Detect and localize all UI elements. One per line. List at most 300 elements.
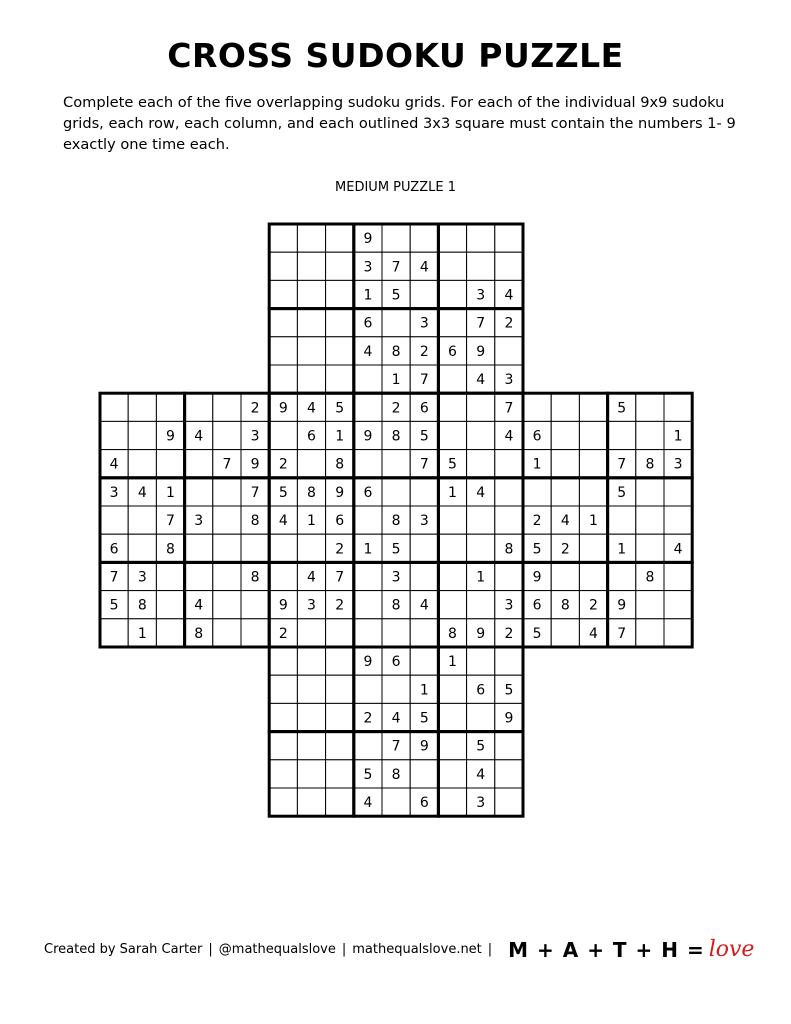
sudoku-cell[interactable] bbox=[438, 703, 466, 731]
sudoku-cell[interactable] bbox=[579, 534, 607, 562]
sudoku-cell[interactable] bbox=[495, 760, 523, 788]
sudoku-cell[interactable] bbox=[326, 732, 354, 760]
sudoku-cell[interactable] bbox=[269, 337, 297, 365]
sudoku-given-digit: 5 bbox=[391, 541, 401, 558]
sudoku-given-digit: 8 bbox=[391, 428, 401, 445]
sudoku-given-digit: 1 bbox=[476, 569, 486, 586]
sudoku-given-digit: 7 bbox=[617, 625, 627, 642]
sudoku-given-digit: 8 bbox=[250, 569, 260, 586]
sudoku-cell[interactable] bbox=[354, 365, 382, 393]
sudoku-given-digit: 2 bbox=[278, 456, 288, 473]
sudoku-given-digit: 8 bbox=[504, 541, 514, 558]
sudoku-given-digit: 4 bbox=[504, 428, 514, 445]
sudoku-cell[interactable] bbox=[664, 619, 692, 647]
sudoku-given-digit: 8 bbox=[391, 597, 401, 614]
sudoku-given-digit: 7 bbox=[391, 738, 401, 755]
sudoku-given-digit: 2 bbox=[419, 343, 429, 360]
sudoku-cell[interactable] bbox=[551, 562, 579, 590]
sudoku-cell[interactable] bbox=[297, 280, 325, 308]
sudoku-cell[interactable] bbox=[354, 450, 382, 478]
sudoku-given-digit: 4 bbox=[419, 259, 429, 276]
sudoku-given-digit: 3 bbox=[476, 795, 486, 812]
sudoku-given-digit: 4 bbox=[476, 372, 486, 389]
footer-author: Created by Sarah Carter bbox=[44, 942, 203, 957]
sudoku-given-digit: 4 bbox=[589, 625, 598, 642]
sudoku-given-digit: 6 bbox=[476, 682, 486, 699]
sudoku-cell[interactable] bbox=[636, 506, 664, 534]
sudoku-given-digit: 5 bbox=[617, 484, 627, 501]
sudoku-given-digit: 3 bbox=[419, 315, 429, 332]
sudoku-given-digit: 2 bbox=[391, 400, 401, 417]
sudoku-given-digit: 3 bbox=[673, 456, 683, 473]
sudoku-cell[interactable] bbox=[579, 478, 607, 506]
sudoku-given-digit: 4 bbox=[278, 513, 288, 530]
sudoku-given-digit: 2 bbox=[363, 710, 373, 727]
sudoku-given-digit: 8 bbox=[137, 597, 147, 614]
sudoku-cell[interactable] bbox=[438, 675, 466, 703]
sudoku-given-digit: 9 bbox=[476, 625, 486, 642]
sudoku-given-digit: 7 bbox=[617, 456, 627, 473]
sudoku-cell[interactable] bbox=[495, 788, 523, 816]
sudoku-cell[interactable] bbox=[579, 450, 607, 478]
sudoku-given-digit: 2 bbox=[250, 400, 260, 417]
sudoku-cell[interactable] bbox=[297, 788, 325, 816]
sudoku-cell[interactable] bbox=[269, 703, 297, 731]
footer-handle: @mathequalslove bbox=[218, 942, 336, 957]
sudoku-cell[interactable] bbox=[608, 562, 636, 590]
sudoku-cell[interactable] bbox=[297, 675, 325, 703]
sudoku-cell[interactable] bbox=[269, 647, 297, 675]
sudoku-cell[interactable] bbox=[438, 365, 466, 393]
sudoku-given-digit: 4 bbox=[391, 710, 401, 727]
sudoku-given-digit: 1 bbox=[448, 654, 457, 671]
sudoku-cell[interactable] bbox=[269, 365, 297, 393]
sudoku-cell[interactable] bbox=[269, 562, 297, 590]
sudoku-given-digit: 9 bbox=[278, 400, 288, 417]
sudoku-given-digit: 4 bbox=[109, 456, 119, 473]
footer bbox=[44, 937, 754, 962]
sudoku-given-digit: 8 bbox=[391, 343, 401, 360]
sudoku-given-digit: 9 bbox=[363, 231, 373, 248]
sudoku-cell[interactable] bbox=[326, 280, 354, 308]
sudoku-cell[interactable] bbox=[636, 478, 664, 506]
brand-logo: M + A + T + H = bbox=[508, 937, 705, 962]
sudoku-given-digit: 8 bbox=[645, 569, 655, 586]
sudoku-cell[interactable] bbox=[213, 619, 241, 647]
sudoku-cell[interactable] bbox=[467, 450, 495, 478]
sudoku-cell[interactable] bbox=[382, 309, 410, 337]
sudoku-given-digit: 8 bbox=[194, 625, 204, 642]
sudoku-cell[interactable] bbox=[269, 224, 297, 252]
sudoku-cell[interactable] bbox=[128, 506, 156, 534]
sudoku-cell[interactable] bbox=[326, 224, 354, 252]
sudoku-cell[interactable] bbox=[269, 252, 297, 280]
sudoku-cell[interactable] bbox=[269, 421, 297, 449]
sudoku-cell[interactable] bbox=[185, 562, 213, 590]
sudoku-cell[interactable] bbox=[213, 506, 241, 534]
sudoku-given-digit: 5 bbox=[448, 456, 457, 473]
sudoku-given-digit: 5 bbox=[504, 682, 514, 699]
sudoku-given-digit: 4 bbox=[307, 400, 316, 417]
sudoku-cell[interactable] bbox=[664, 562, 692, 590]
sudoku-cell[interactable] bbox=[213, 534, 241, 562]
sudoku-cell[interactable] bbox=[128, 421, 156, 449]
sudoku-given-digit: 6 bbox=[335, 513, 345, 530]
sudoku-given-digit: 3 bbox=[476, 287, 486, 304]
sudoku-cell[interactable] bbox=[551, 421, 579, 449]
sudoku-given-digit: 5 bbox=[476, 738, 486, 755]
sudoku-given-digit: 5 bbox=[532, 541, 542, 558]
sudoku-cell[interactable] bbox=[326, 252, 354, 280]
sudoku-cell[interactable] bbox=[467, 591, 495, 619]
sudoku-given-digit: 1 bbox=[589, 513, 598, 530]
sudoku-cell[interactable] bbox=[410, 619, 438, 647]
sudoku-cell[interactable] bbox=[213, 562, 241, 590]
sudoku-cell[interactable] bbox=[382, 619, 410, 647]
sudoku-cell[interactable] bbox=[551, 619, 579, 647]
sudoku-cell[interactable] bbox=[297, 224, 325, 252]
sudoku-given-digit: 5 bbox=[278, 484, 288, 501]
sudoku-given-digit: 3 bbox=[391, 569, 401, 586]
sudoku-given-digit: 4 bbox=[194, 428, 204, 445]
sudoku-given-digit: 8 bbox=[166, 541, 175, 558]
sudoku-cell[interactable] bbox=[382, 675, 410, 703]
sudoku-given-digit: 9 bbox=[363, 654, 373, 671]
sudoku-cell[interactable] bbox=[410, 647, 438, 675]
sudoku-cell[interactable] bbox=[608, 421, 636, 449]
sudoku-cell[interactable] bbox=[354, 619, 382, 647]
sudoku-cell[interactable] bbox=[269, 675, 297, 703]
sudoku-cell[interactable] bbox=[185, 534, 213, 562]
sudoku-cell[interactable] bbox=[297, 252, 325, 280]
sudoku-given-digit: 2 bbox=[504, 315, 514, 332]
sudoku-given-digit: 3 bbox=[363, 259, 373, 276]
sudoku-cell[interactable] bbox=[664, 393, 692, 421]
sudoku-given-digit: 9 bbox=[166, 428, 175, 445]
sudoku-cell[interactable] bbox=[241, 619, 269, 647]
sudoku-given-digit: 1 bbox=[617, 541, 627, 558]
sudoku-given-digit: 1 bbox=[532, 456, 542, 473]
sudoku-cell[interactable] bbox=[410, 224, 438, 252]
sudoku-cell[interactable] bbox=[326, 760, 354, 788]
sudoku-cell[interactable] bbox=[269, 760, 297, 788]
sudoku-cell[interactable] bbox=[495, 224, 523, 252]
sudoku-given-digit: 5 bbox=[391, 287, 401, 304]
page-title: CROSS SUDOKU PUZZLE bbox=[167, 36, 624, 75]
sudoku-cell[interactable] bbox=[664, 478, 692, 506]
sudoku-given-digit: 1 bbox=[335, 428, 345, 445]
sudoku-cell[interactable] bbox=[438, 506, 466, 534]
sudoku-cell[interactable] bbox=[495, 337, 523, 365]
sudoku-cell[interactable] bbox=[438, 393, 466, 421]
sudoku-cell[interactable] bbox=[664, 591, 692, 619]
sudoku-cell[interactable] bbox=[326, 647, 354, 675]
sudoku-cell[interactable] bbox=[297, 619, 325, 647]
sudoku-cell[interactable] bbox=[438, 760, 466, 788]
sudoku-cell[interactable] bbox=[213, 591, 241, 619]
sudoku-given-digit: 6 bbox=[419, 400, 429, 417]
sudoku-cell[interactable] bbox=[495, 732, 523, 760]
sudoku-given-digit: 3 bbox=[504, 372, 514, 389]
sudoku-given-digit: 4 bbox=[673, 541, 683, 558]
sudoku-given-digit: 9 bbox=[363, 428, 373, 445]
brand-logo-love: love bbox=[708, 937, 755, 962]
sudoku-given-digit: 5 bbox=[532, 625, 542, 642]
sudoku-cell[interactable] bbox=[100, 421, 128, 449]
sudoku-cell[interactable] bbox=[269, 788, 297, 816]
sudoku-cell[interactable] bbox=[382, 478, 410, 506]
sudoku-cell[interactable] bbox=[241, 591, 269, 619]
sudoku-given-digit: 1 bbox=[166, 484, 175, 501]
sudoku-given-digit: 6 bbox=[363, 484, 373, 501]
sudoku-cell[interactable] bbox=[326, 337, 354, 365]
sudoku-cell[interactable] bbox=[185, 393, 213, 421]
sudoku-given-digit: 5 bbox=[363, 766, 373, 783]
sudoku-cell[interactable] bbox=[523, 393, 551, 421]
sudoku-cell[interactable] bbox=[636, 534, 664, 562]
sudoku-cell[interactable] bbox=[354, 675, 382, 703]
sudoku-cell[interactable] bbox=[269, 309, 297, 337]
sudoku-given-digit: 1 bbox=[391, 372, 401, 389]
sudoku-cell[interactable] bbox=[297, 732, 325, 760]
sudoku-cell[interactable] bbox=[297, 703, 325, 731]
sudoku-cell[interactable] bbox=[467, 393, 495, 421]
sudoku-given-digit: 3 bbox=[109, 484, 119, 501]
sudoku-cell[interactable] bbox=[636, 591, 664, 619]
sudoku-given-digit: 8 bbox=[335, 456, 345, 473]
sudoku-cell[interactable] bbox=[495, 252, 523, 280]
sudoku-given-digit: 8 bbox=[645, 456, 655, 473]
sudoku-cell[interactable] bbox=[636, 393, 664, 421]
sudoku-given-digit: 8 bbox=[307, 484, 316, 501]
sudoku-given-digit: 7 bbox=[419, 372, 429, 389]
sudoku-cell[interactable] bbox=[467, 647, 495, 675]
sudoku-cell[interactable] bbox=[354, 562, 382, 590]
sudoku-given-digit: 4 bbox=[504, 287, 514, 304]
sudoku-cell[interactable] bbox=[354, 393, 382, 421]
sudoku-given-digit: 6 bbox=[532, 597, 542, 614]
sudoku-given-digit: 7 bbox=[166, 513, 175, 530]
sudoku-cell[interactable] bbox=[579, 562, 607, 590]
sudoku-cell[interactable] bbox=[551, 450, 579, 478]
sudoku-cell[interactable] bbox=[410, 478, 438, 506]
sudoku-cell[interactable] bbox=[467, 703, 495, 731]
sudoku-given-digit: 5 bbox=[419, 428, 429, 445]
sudoku-given-digit: 1 bbox=[673, 428, 683, 445]
sudoku-cell[interactable] bbox=[100, 619, 128, 647]
sudoku-given-digit: 4 bbox=[476, 484, 486, 501]
sudoku-given-digit: 3 bbox=[137, 569, 147, 586]
sudoku-given-digit: 9 bbox=[335, 484, 345, 501]
sudoku-given-digit: 2 bbox=[560, 541, 570, 558]
sudoku-cell[interactable] bbox=[297, 309, 325, 337]
sudoku-given-digit: 3 bbox=[307, 597, 316, 614]
sudoku-cell[interactable] bbox=[326, 365, 354, 393]
sudoku-cell[interactable] bbox=[467, 534, 495, 562]
sudoku-given-digit: 2 bbox=[278, 625, 288, 642]
sudoku-cell[interactable] bbox=[156, 591, 184, 619]
sudoku-given-digit: 3 bbox=[504, 597, 514, 614]
sudoku-given-digit: 6 bbox=[109, 541, 119, 558]
sudoku-cell[interactable] bbox=[467, 421, 495, 449]
sudoku-given-digit: 6 bbox=[307, 428, 316, 445]
sudoku-given-digit: 3 bbox=[250, 428, 260, 445]
sudoku-cell[interactable] bbox=[495, 647, 523, 675]
sudoku-given-digit: 7 bbox=[222, 456, 232, 473]
sudoku-cell[interactable] bbox=[467, 224, 495, 252]
sudoku-given-digit: 9 bbox=[532, 569, 542, 586]
sudoku-cell[interactable] bbox=[438, 732, 466, 760]
sudoku-cell[interactable] bbox=[410, 562, 438, 590]
sudoku-given-digit: 2 bbox=[589, 597, 598, 614]
sudoku-given-digit: 2 bbox=[335, 597, 345, 614]
sudoku-given-digit: 3 bbox=[419, 513, 429, 530]
sudoku-given-digit: 4 bbox=[307, 569, 316, 586]
sudoku-cell[interactable] bbox=[438, 534, 466, 562]
sudoku-cell[interactable] bbox=[100, 393, 128, 421]
sudoku-cell[interactable] bbox=[185, 450, 213, 478]
sudoku-cell[interactable] bbox=[156, 393, 184, 421]
sudoku-cell[interactable] bbox=[326, 309, 354, 337]
sudoku-cell[interactable] bbox=[297, 647, 325, 675]
sudoku-cell[interactable] bbox=[297, 760, 325, 788]
sudoku-given-digit: 8 bbox=[391, 766, 401, 783]
sudoku-given-digit: 2 bbox=[504, 625, 514, 642]
footer-separator: | bbox=[487, 942, 493, 957]
sudoku-cell[interactable] bbox=[438, 562, 466, 590]
sudoku-cell[interactable] bbox=[467, 252, 495, 280]
sudoku-given-digit: 1 bbox=[363, 541, 373, 558]
sudoku-given-digit: 4 bbox=[194, 597, 204, 614]
sudoku-cell[interactable] bbox=[128, 450, 156, 478]
sudoku-cell[interactable] bbox=[128, 393, 156, 421]
sudoku-given-digit: 7 bbox=[250, 484, 260, 501]
sudoku-given-digit: 1 bbox=[419, 682, 429, 699]
sudoku-given-digit: 5 bbox=[109, 597, 119, 614]
sudoku-cell[interactable] bbox=[495, 450, 523, 478]
sudoku-given-digit: 4 bbox=[363, 343, 373, 360]
sudoku-cell[interactable] bbox=[551, 478, 579, 506]
sudoku-cell[interactable] bbox=[438, 788, 466, 816]
sudoku-cell[interactable] bbox=[269, 732, 297, 760]
sudoku-cell[interactable] bbox=[608, 506, 636, 534]
sudoku-given-digit: 6 bbox=[363, 315, 373, 332]
sudoku-given-digit: 1 bbox=[363, 287, 373, 304]
sudoku-given-digit: 6 bbox=[391, 654, 401, 671]
sudoku-cell[interactable] bbox=[382, 450, 410, 478]
sudoku-cell[interactable] bbox=[579, 393, 607, 421]
sudoku-cell[interactable] bbox=[326, 619, 354, 647]
sudoku-cell[interactable] bbox=[354, 506, 382, 534]
sudoku-given-digit: 9 bbox=[476, 343, 486, 360]
sudoku-cell[interactable] bbox=[269, 280, 297, 308]
sudoku-cell[interactable] bbox=[636, 619, 664, 647]
puzzle-subtitle: MEDIUM PUZZLE 1 bbox=[335, 180, 456, 195]
sudoku-cell[interactable] bbox=[495, 562, 523, 590]
sudoku-cell[interactable] bbox=[579, 421, 607, 449]
sudoku-cell[interactable] bbox=[326, 675, 354, 703]
sudoku-cell[interactable] bbox=[467, 506, 495, 534]
sudoku-given-digit: 8 bbox=[250, 513, 260, 530]
sudoku-given-digit: 8 bbox=[560, 597, 570, 614]
sudoku-cell[interactable] bbox=[326, 703, 354, 731]
sudoku-cell[interactable] bbox=[354, 732, 382, 760]
sudoku-cell[interactable] bbox=[523, 478, 551, 506]
sudoku-given-digit: 9 bbox=[617, 597, 627, 614]
footer-website: mathequalslove.net bbox=[352, 942, 482, 957]
instructions-text: Complete each of the five overlapping sudoku grids. For each of the individual 9x9 sudoku grids, each row, each column, and each outlined 3x3 square must contain the numbers 1- 9 exactly one time each. bbox=[63, 94, 736, 153]
sudoku-cell[interactable] bbox=[213, 393, 241, 421]
sudoku-given-digit: 1 bbox=[307, 513, 316, 530]
sudoku-given-digit: 9 bbox=[278, 597, 288, 614]
sudoku-cell[interactable] bbox=[438, 591, 466, 619]
sudoku-given-digit: 9 bbox=[250, 456, 260, 473]
sudoku-given-digit: 6 bbox=[448, 343, 457, 360]
sudoku-cell[interactable] bbox=[438, 224, 466, 252]
sudoku-given-digit: 6 bbox=[419, 795, 429, 812]
sudoku-cell[interactable] bbox=[438, 252, 466, 280]
sudoku-cell[interactable] bbox=[100, 506, 128, 534]
sudoku-cell[interactable] bbox=[156, 450, 184, 478]
sudoku-given-digit: 5 bbox=[617, 400, 627, 417]
sudoku-cell[interactable] bbox=[156, 562, 184, 590]
sudoku-cell[interactable] bbox=[664, 506, 692, 534]
sudoku-cell[interactable] bbox=[551, 393, 579, 421]
sudoku-given-digit: 6 bbox=[532, 428, 542, 445]
sudoku-cell[interactable] bbox=[438, 309, 466, 337]
sudoku-given-digit: 7 bbox=[391, 259, 401, 276]
sudoku-given-digit: 8 bbox=[448, 625, 457, 642]
sudoku-cell[interactable] bbox=[410, 760, 438, 788]
sudoku-given-digit: 4 bbox=[476, 766, 486, 783]
sudoku-cell[interactable] bbox=[213, 421, 241, 449]
sudoku-cell[interactable] bbox=[185, 478, 213, 506]
sudoku-cell[interactable] bbox=[495, 506, 523, 534]
sudoku-cell[interactable] bbox=[128, 534, 156, 562]
sudoku-cell[interactable] bbox=[297, 534, 325, 562]
sudoku-cell[interactable] bbox=[410, 534, 438, 562]
sudoku-given-digit: 4 bbox=[137, 484, 147, 501]
sudoku-cell[interactable] bbox=[438, 280, 466, 308]
sudoku-given-digit: 4 bbox=[560, 513, 570, 530]
sudoku-cell[interactable] bbox=[241, 534, 269, 562]
footer-separator: | bbox=[208, 942, 213, 957]
sudoku-cell[interactable] bbox=[382, 224, 410, 252]
sudoku-given-digit: 2 bbox=[532, 513, 542, 530]
sudoku-given-digit: 3 bbox=[194, 513, 204, 530]
sudoku-cell[interactable] bbox=[297, 337, 325, 365]
sudoku-cell[interactable] bbox=[297, 450, 325, 478]
sudoku-given-digit: 9 bbox=[419, 738, 429, 755]
sudoku-cell[interactable] bbox=[269, 534, 297, 562]
sudoku-given-digit: 5 bbox=[335, 400, 345, 417]
sudoku-cell[interactable] bbox=[410, 280, 438, 308]
sudoku-cell[interactable] bbox=[156, 619, 184, 647]
sudoku-cell[interactable] bbox=[438, 421, 466, 449]
sudoku-given-digit: 1 bbox=[448, 484, 457, 501]
sudoku-cell[interactable] bbox=[326, 788, 354, 816]
sudoku-cell[interactable] bbox=[636, 421, 664, 449]
sudoku-cell[interactable] bbox=[495, 478, 523, 506]
sudoku-given-digit: 8 bbox=[391, 513, 401, 530]
sudoku-given-digit: 9 bbox=[504, 710, 514, 727]
sudoku-cell[interactable] bbox=[213, 478, 241, 506]
sudoku-given-digit: 7 bbox=[476, 315, 486, 332]
sudoku-cell[interactable] bbox=[354, 591, 382, 619]
footer-separator: | bbox=[341, 942, 347, 957]
sudoku-cell[interactable] bbox=[382, 788, 410, 816]
sudoku-cell[interactable] bbox=[297, 365, 325, 393]
